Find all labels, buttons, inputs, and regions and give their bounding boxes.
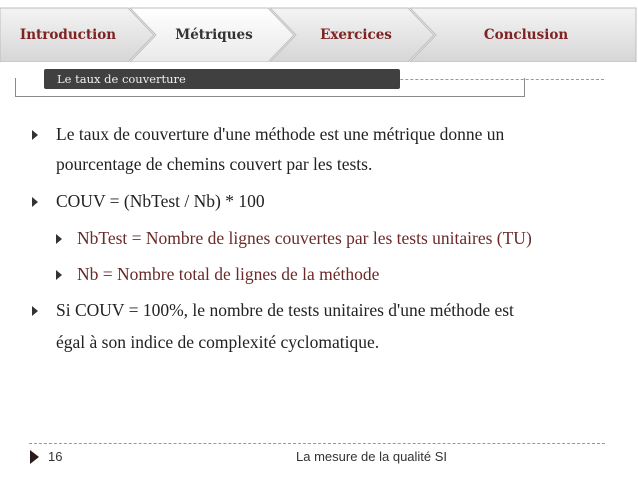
bullet-text-line1: Le taux de couverture d'une méthode est une métrique donne un (56, 124, 505, 144)
slide-navigation (0, 0, 638, 62)
sub-bullet-text: Nb = Nombre total de lignes de la méthode (77, 264, 380, 284)
bullet-text-line1: COUV = (NbTest / Nb) * 100 (56, 191, 265, 211)
footer-arrow-icon (30, 450, 39, 464)
bullet-arrow-icon (32, 306, 38, 316)
bullet-arrow-icon (32, 197, 38, 207)
footer-title: La mesure de la qualité SI (296, 449, 448, 464)
nav-tab-metriques[interactable]: Métriques (175, 27, 253, 43)
nav-tab-exercices[interactable]: Exercices (320, 27, 392, 43)
bullet-arrow-icon (56, 234, 62, 244)
bullet-text-line2: pourcentage de chemins couvert par les tests. (56, 154, 373, 174)
sub-bullet-text: NbTest = Nombre de lignes couvertes par les tests unitaires (TU) (77, 228, 532, 248)
page-number: 16 (48, 449, 63, 464)
bullet-text-line1: Si COUV = 100%, le nombre de tests unitaires d'une méthode est (56, 300, 514, 320)
footer-divider (29, 443, 605, 444)
section-title: Le taux de couverture (44, 69, 400, 89)
bullet-arrow-icon (32, 130, 38, 140)
nav-tab-introduction[interactable]: Introduction (19, 27, 117, 43)
bullet-text-line2: égal à son indice de complexité cyclomatique. (56, 332, 380, 352)
bullet-arrow-icon (56, 270, 62, 280)
nav-tab-conclusion[interactable]: Conclusion (483, 27, 569, 43)
